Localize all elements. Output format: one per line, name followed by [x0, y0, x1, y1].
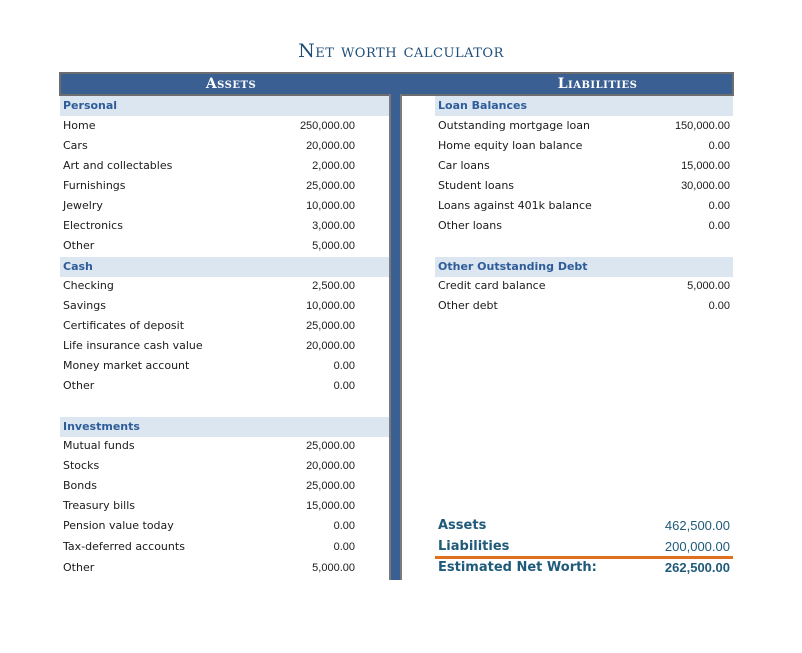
row-label: Certificates of deposit: [63, 319, 185, 332]
row-value: 20,000.00: [306, 140, 355, 152]
liability-row[interactable]: [438, 116, 730, 136]
row-value: 0.00: [333, 520, 355, 532]
asset-row[interactable]: [63, 176, 355, 196]
summary-assets-value: 462,500.00: [664, 518, 730, 533]
asset-row[interactable]: [63, 116, 355, 136]
asset-row[interactable]: [63, 456, 355, 476]
asset-row[interactable]: [63, 336, 355, 356]
liability-row[interactable]: [438, 136, 730, 156]
row-label: Electronics: [63, 219, 123, 232]
row-label: Loans against 401k balance: [438, 199, 592, 212]
row-label: Tax-deferred accounts: [63, 540, 185, 553]
section-cash: Cash: [60, 257, 389, 277]
row-value: 3,000.00: [312, 220, 355, 232]
summary-liabilities-label: Liabilities: [438, 539, 510, 554]
row-label: Jewelry: [63, 199, 103, 212]
row-value: 15,000.00: [681, 160, 730, 172]
row-label: Money market account: [63, 359, 190, 372]
row-label: Other: [63, 239, 95, 252]
section-loan-balances: Loan Balances: [435, 96, 733, 116]
row-value: 2,000.00: [312, 160, 355, 172]
row-value: 0.00: [708, 300, 730, 312]
row-value: 20,000.00: [306, 340, 355, 352]
row-value: 250,000.00: [299, 120, 355, 132]
row-label: Other: [63, 379, 95, 392]
asset-row[interactable]: [63, 136, 355, 156]
liability-row[interactable]: [438, 176, 730, 196]
row-label: Treasury bills: [63, 499, 136, 512]
row-label: Outstanding mortgage loan: [438, 119, 590, 132]
row-label: Student loans: [438, 179, 515, 192]
row-value: 2,500.00: [312, 280, 355, 292]
row-label: Stocks: [63, 459, 100, 472]
row-label: Checking: [63, 279, 114, 292]
asset-row[interactable]: [63, 436, 355, 456]
row-value: 0.00: [333, 541, 355, 553]
liability-row[interactable]: [438, 276, 730, 296]
asset-row[interactable]: [63, 196, 355, 216]
row-label: Home: [63, 119, 96, 132]
asset-row[interactable]: [63, 356, 355, 376]
row-label: Other: [63, 561, 95, 574]
row-label: Pension value today: [63, 519, 174, 532]
row-value: 0.00: [333, 360, 355, 372]
asset-row[interactable]: [63, 296, 355, 316]
row-label: Cars: [63, 139, 88, 152]
asset-row[interactable]: [63, 156, 355, 176]
net-worth-label: Estimated Net Worth:: [438, 560, 597, 575]
row-label: Home equity loan balance: [438, 139, 583, 152]
row-value: 5,000.00: [312, 562, 355, 574]
asset-row[interactable]: [63, 376, 355, 396]
assets-header: Assets: [205, 76, 257, 92]
asset-row[interactable]: [63, 516, 355, 536]
row-label: Other loans: [438, 219, 502, 232]
row-value: 0.00: [333, 380, 355, 392]
liability-row[interactable]: [438, 156, 730, 176]
row-value: 20,000.00: [306, 460, 355, 472]
row-value: 15,000.00: [306, 500, 355, 512]
summary-liabilities: [438, 537, 730, 557]
summary-net-worth: [438, 558, 730, 578]
asset-row[interactable]: [63, 537, 355, 557]
liabilities-header: Liabilities: [557, 76, 638, 92]
row-value: 5,000.00: [312, 240, 355, 252]
section-personal: Personal: [60, 96, 389, 116]
liability-row[interactable]: [438, 216, 730, 236]
summary-assets-label: Assets: [438, 518, 487, 533]
row-label: Furnishings: [63, 179, 126, 192]
section-other-debt: Other Outstanding Debt: [435, 257, 733, 277]
liability-row[interactable]: [438, 296, 730, 316]
row-value: 25,000.00: [306, 480, 355, 492]
asset-row[interactable]: [63, 236, 355, 256]
asset-row[interactable]: [63, 316, 355, 336]
row-value: 30,000.00: [681, 180, 730, 192]
summary-liabilities-value: 200,000.00: [664, 539, 730, 554]
liability-row[interactable]: [438, 196, 730, 216]
row-value: 150,000.00: [674, 120, 730, 132]
asset-row[interactable]: [63, 476, 355, 496]
row-value: 0.00: [708, 140, 730, 152]
asset-row[interactable]: [63, 276, 355, 296]
row-value: 25,000.00: [306, 180, 355, 192]
row-value: 10,000.00: [306, 300, 355, 312]
asset-row[interactable]: [63, 558, 355, 578]
section-investments: Investments: [60, 417, 389, 437]
row-label: Car loans: [438, 159, 490, 172]
header-bar: [59, 72, 734, 96]
summary-assets: [438, 516, 730, 536]
row-label: Mutual funds: [63, 439, 135, 452]
row-label: Savings: [63, 299, 106, 312]
asset-row[interactable]: [63, 216, 355, 236]
row-value: 0.00: [708, 200, 730, 212]
row-label: Credit card balance: [438, 279, 546, 292]
row-label: Other debt: [438, 299, 498, 312]
row-value: 25,000.00: [306, 320, 355, 332]
row-label: Bonds: [63, 479, 97, 492]
row-value: 0.00: [708, 220, 730, 232]
column-divider: [389, 94, 402, 580]
net-worth-value: 262,500.00: [664, 560, 730, 575]
row-value: 10,000.00: [306, 200, 355, 212]
row-label: Art and collectables: [63, 159, 173, 172]
row-value: 5,000.00: [687, 280, 730, 292]
page-title: Net worth calculator: [298, 40, 504, 62]
row-label: Life insurance cash value: [63, 339, 203, 352]
row-value: 25,000.00: [306, 440, 355, 452]
asset-row[interactable]: [63, 496, 355, 516]
